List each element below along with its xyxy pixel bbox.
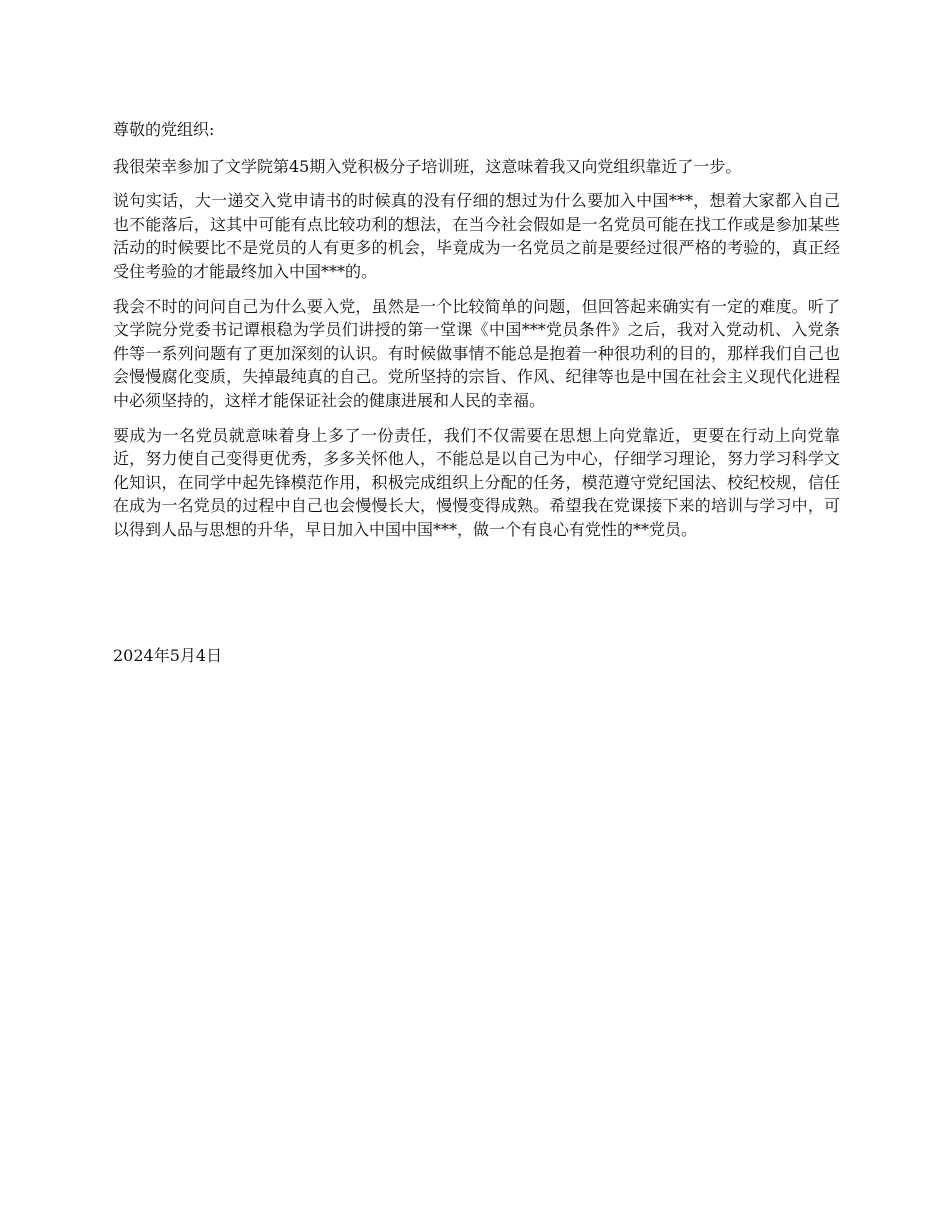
salutation: 尊敬的党组织: (113, 120, 215, 139)
paragraph-1: 我很荣幸参加了文学院第45期入党积极分子培训班，这意味着我又向党组织靠近了一步。 (113, 156, 742, 176)
paragraph-2: 说句实话，大一递交入党申请书的时候真的没有仔细的想过为什么要加入中国***，想着大家都入自己也不能落后，这其中可能有点比较功利的想法，在当今社会假如是一名党员可能在找工作或是参加某些活动的时候要比不是党员的人有更多的机会，毕竟成为一名党员之前是要经过很严格的考验的，真正经受住考验的才能最终加入中国***的。 (113, 191, 840, 281)
paragraph-4: 要成为一名党员就意味着身上多了一份责任，我们不仅需要在思想上向党靠近，更要在行动上向党靠近，努力使自己变得更优秀，多多关怀他人，不能总是以自己为中心，仔细学习理论，努力学习科学文化知识，在同学中起先锋模范作用，积极完成组织上分配的任务，模范遵守党纪国法、校纪校规，信任在成为一名党员的过程中自己也会慢慢长大，慢慢变得成熟。希望我在党课接下来的培训与学习中，可以得到人品与思想的升华，早日加入中国中国***，做一个有良心有党性的**党员。 (113, 425, 840, 539)
letter-date: 2024年5月4日 (113, 646, 223, 665)
letter-body (113, 118, 840, 553)
paragraph-3: 我会不时的问问自己为什么要入党，虽然是一个比较简单的问题，但回答起来确实有一定的难度。听了文学院分党委书记谭根稳为学员们讲授的第一堂课《中国***党员条件》之后，我对入党动机、入党条件等一系列问题有了更加深刻的认识。有时候做事情不能总是抱着一种很功利的目的，那样我们自己也会慢慢腐化变质，失掉最纯真的自己。党所坚持的宗旨、作风、纪律等也是中国在社会主义现代化进程中必须坚持的，这样才能保证社会的健康进展和人民的幸福。 (113, 296, 840, 410)
